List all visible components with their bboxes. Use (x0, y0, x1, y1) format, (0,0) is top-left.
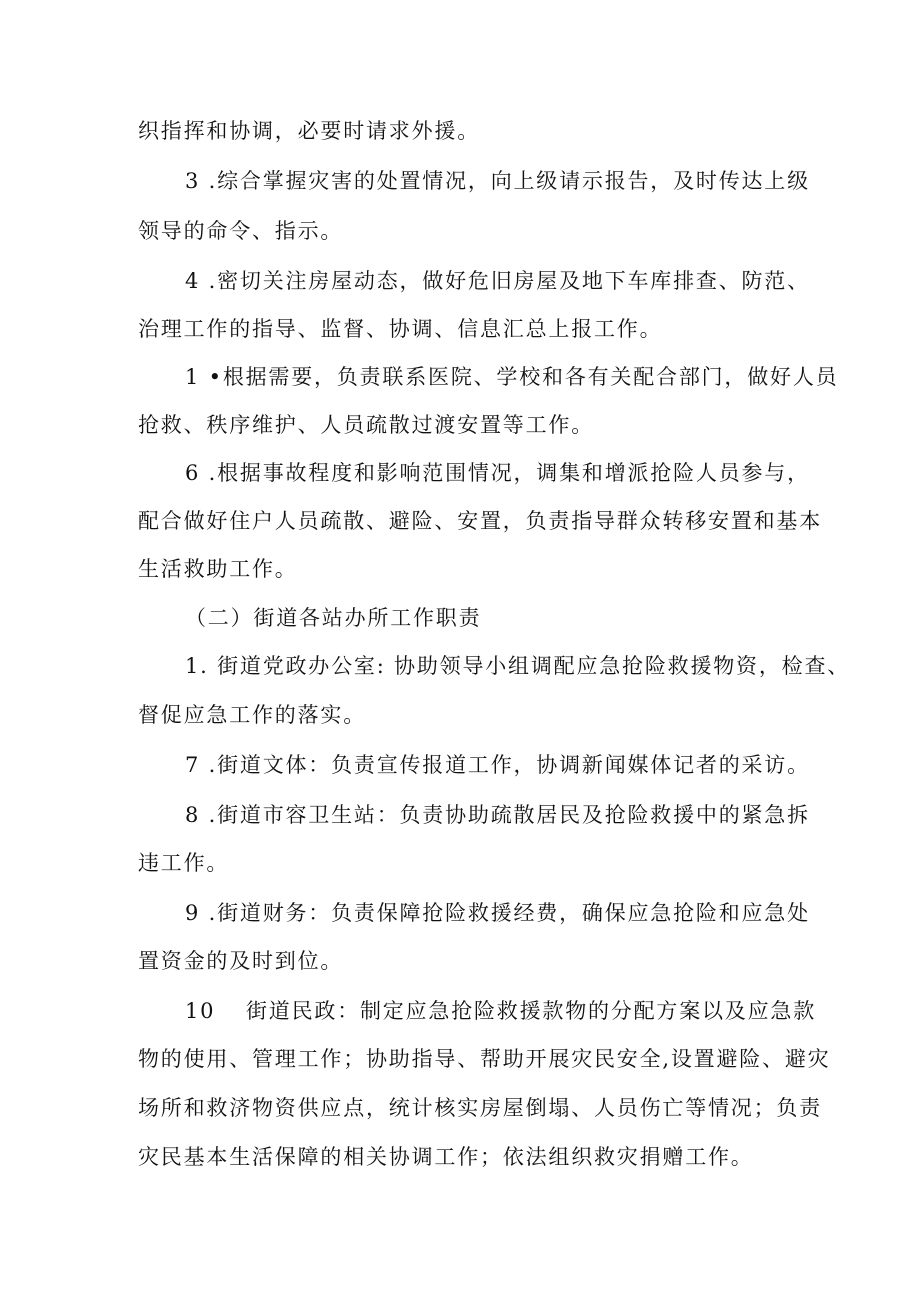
text-line: 生活救助工作。 (138, 557, 298, 581)
text-line: 4 .密切关注房屋动态，做好危旧房屋及地下车库排查、防范、 (185, 269, 810, 293)
text-line: 3 .综合掌握灾害的处置情况，向上级请示报告，及时传达上级 (185, 169, 810, 193)
text-line: 织指挥和协调，必要时请求外援。 (138, 119, 480, 143)
text-line: 物的使用、管理工作；协助指导、帮助开展灾民安全,设置避险、避灾 (138, 1047, 831, 1071)
text-line: 治理工作的指导、监督、协调、信息汇总上报工作。 (138, 317, 663, 341)
text-line: 街道民政：制定应急抢险救援款物的分配方案以及应急款 (246, 999, 816, 1023)
text-line: 9 .街道财务：负责保障抢险救援经费，确保应急抢险和应急处 (185, 901, 810, 925)
text-line: 1. 街道党政办公室: 协助领导小组调配应急抢险救援物资，检查、 (185, 654, 851, 678)
text-line: 置资金的及时到位。 (138, 949, 344, 973)
text-line: 1 •根据需要，负责联系医院、学校和各有关配合部门，做好人员 (185, 365, 839, 389)
text-line: 抢救、秩序维护、人员疏散过渡安置等工作。 (138, 413, 594, 437)
text-line: 6 .根据事故程度和影响范围情况，调集和增派抢险人员参与， (185, 461, 810, 485)
text-line: 7 .街道文体：负责宣传报道工作，协调新闻媒体记者的采访。 (185, 753, 810, 777)
text-line: 场所和救济物资供应点，统计核实房屋倒塌、人员伤亡等情况；负责 (138, 1096, 822, 1120)
section-heading: （二）街道各站办所工作职责 (185, 606, 482, 630)
item-number: 10 (185, 999, 216, 1023)
text-line: 违工作。 (138, 851, 230, 875)
text-line: 领导的命令、指示。 (138, 219, 344, 243)
text-line: 8 .街道市容卫生站：负责协助疏散居民及抢险救援中的紧急拆 (185, 803, 810, 827)
text-line: 灾民基本生活保障的相关协调工作；依法组织救灾捐赠工作。 (138, 1145, 754, 1169)
text-line: 督促应急工作的落实。 (138, 703, 366, 727)
text-line: 配合做好住户人员疏散、避险、安置，负责指导群众转移安置和基本 (138, 509, 822, 533)
